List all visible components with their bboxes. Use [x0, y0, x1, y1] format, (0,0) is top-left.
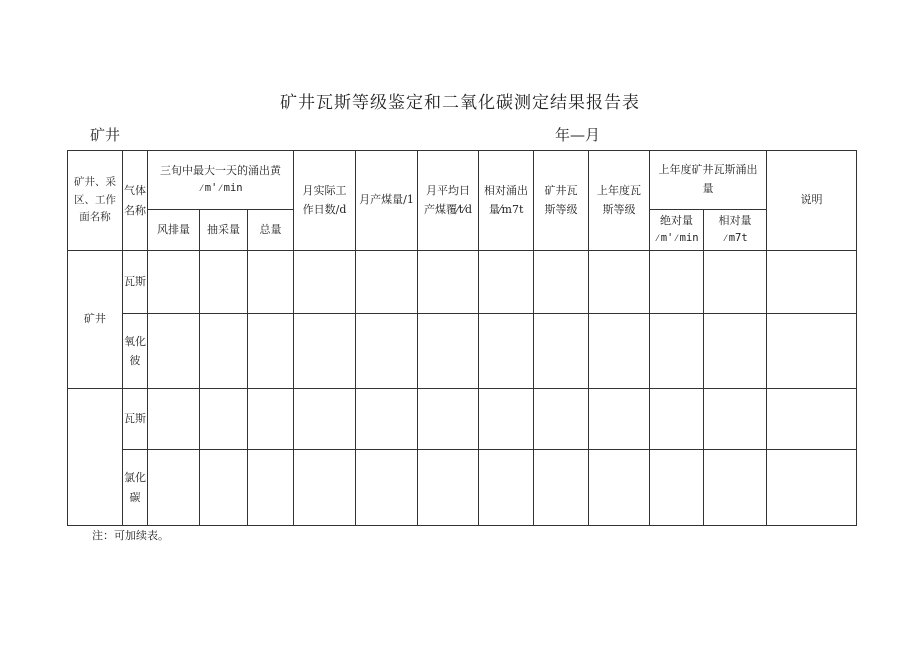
- table-cell: [356, 314, 418, 389]
- table-cell: [200, 314, 248, 389]
- header-absolute: [650, 210, 704, 251]
- header-last-year-grade: 上年度瓦斯等级: [589, 151, 650, 251]
- table-cell: [418, 314, 479, 389]
- table-cell: [418, 450, 479, 526]
- table-cell: [200, 251, 248, 314]
- table-cell: [704, 389, 767, 450]
- header-absolute-line1: 绝对量: [660, 213, 694, 227]
- header-last-year-emission: 上年度矿井瓦斯涌出量: [650, 151, 767, 210]
- table-cell: [200, 389, 248, 450]
- table-cell: [534, 389, 589, 450]
- table-cell: [294, 251, 356, 314]
- header-area-name: 矿井、采区、工作面名称: [68, 151, 123, 251]
- table-cell: [248, 251, 294, 314]
- table-cell: [534, 450, 589, 526]
- row-co2-1: 氧化彼: [123, 314, 148, 389]
- header-relative2-line1: 相对量: [718, 213, 752, 227]
- table-cell: [148, 251, 200, 314]
- table-cell: [248, 450, 294, 526]
- table-cell: [148, 450, 200, 526]
- header-absolute-unit: ⁄m'⁄min: [654, 232, 699, 245]
- table-cell: [589, 314, 650, 389]
- header-avg-daily-output: 月平均日产煤覆⁄t⁄d: [418, 151, 479, 251]
- table-cell: [767, 450, 857, 526]
- table-cell: [767, 251, 857, 314]
- header-total: 总量: [248, 210, 294, 251]
- table-cell: [248, 314, 294, 389]
- table-cell: [479, 450, 534, 526]
- header-wind: 风排量: [148, 210, 200, 251]
- header-max-day: [148, 151, 294, 210]
- header-drain: 抽采量: [200, 210, 248, 251]
- header-max-day-unit: ⁄m'⁄min: [198, 182, 243, 195]
- table-cell: [294, 314, 356, 389]
- header-relative-emission: 相对涌出量⁄m7t: [479, 151, 534, 251]
- date-label: 年—月: [555, 126, 601, 144]
- header-relative2-unit: ⁄m7t: [722, 232, 748, 245]
- table-cell: [356, 450, 418, 526]
- header-monthly-output: 月产煤量/1: [356, 151, 418, 251]
- table-cell: [200, 450, 248, 526]
- row-gas-1: 瓦斯: [123, 251, 148, 314]
- table-cell: [589, 389, 650, 450]
- header-gas-name: 气体名称: [123, 151, 148, 251]
- table-cell: [418, 389, 479, 450]
- table-cell: [479, 389, 534, 450]
- table-cell: [356, 251, 418, 314]
- table-cell: [767, 314, 857, 389]
- table-cell: [356, 389, 418, 450]
- table-cell: [534, 314, 589, 389]
- row-group-label: 矿井: [68, 251, 123, 389]
- header-work-days: 月实际工作日数/d: [294, 151, 356, 251]
- table-cell: [704, 251, 767, 314]
- table-cell: [650, 450, 704, 526]
- report-table: [67, 150, 857, 526]
- table-cell: [248, 389, 294, 450]
- table-cell: [767, 389, 857, 450]
- table-cell: [650, 314, 704, 389]
- mine-label: 矿井: [90, 126, 121, 144]
- table-cell: [589, 251, 650, 314]
- table-cell: [534, 251, 589, 314]
- header-max-day-line1: 三旬中最大一天的涌出黄: [160, 163, 282, 177]
- row-gas-2: 瓦斯: [123, 389, 148, 450]
- table-cell: [294, 389, 356, 450]
- table-cell: [650, 251, 704, 314]
- table-cell: [704, 314, 767, 389]
- table-cell: [479, 314, 534, 389]
- row-group-label-2: [68, 389, 123, 526]
- header-mine-gas-grade: 矿井瓦斯等级: [534, 151, 589, 251]
- row-co2-2: 氯化碳: [123, 450, 148, 526]
- table-cell: [148, 314, 200, 389]
- table-cell: [650, 389, 704, 450]
- table-cell: [418, 251, 479, 314]
- footnote: 注：可加续表。: [92, 529, 169, 542]
- table-cell: [589, 450, 650, 526]
- table-cell: [479, 251, 534, 314]
- table-cell: [704, 450, 767, 526]
- header-relative2: [704, 210, 767, 251]
- page-title: 矿井瓦斯等级鉴定和二氧化碳测定结果报告表: [280, 93, 640, 113]
- table-cell: [148, 389, 200, 450]
- table-cell: [294, 450, 356, 526]
- header-remarks: 说明: [767, 151, 857, 251]
